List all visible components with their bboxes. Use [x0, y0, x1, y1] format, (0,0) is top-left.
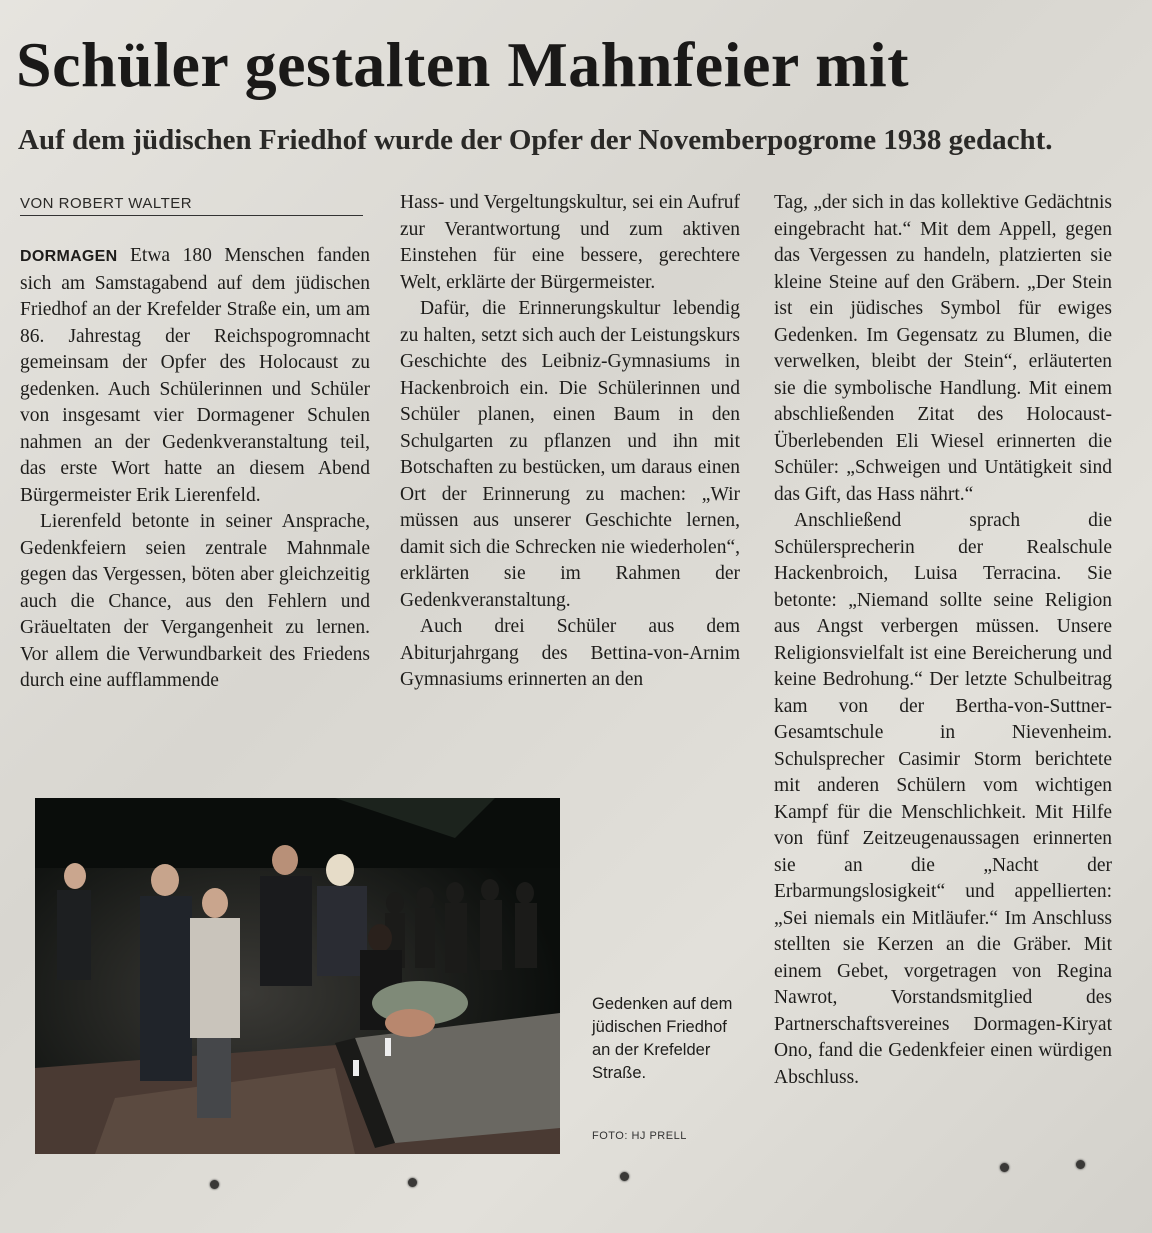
paragraph: Dafür, die Erinnerungskultur lebendig zu halten, setzt sich auch der Leistungskurs Geschichte des Leibniz-Gymnasiums in Hackenbroich ein. Die Schülerinnen und Schüler planen, einen Baum in den Schulgarten zu pflanzen und ihn mit Botschaften zu bestücken, um daraus einen Ort der Erinnerung zu machen: „Wir müssen aus unserer Geschichte lernen, damit sich die Schrecken nie wiederholen“, erklärten sie im Rahmen der Gedenkveranstaltung.	[400, 298, 740, 611]
paragraph-text: Etwa 180 Menschen fanden sich am Samstagabend auf dem jüdischen Friedhof an der Krefelder Straße ein, um am 86. Jahrestag der Reichspogromnacht gemeinsam der Opfer des Holocaust zu gedenken. Auch Schülerinnen und Schüler von insgesamt vier Dormagener Schulen nahmen an der Gedenkveranstaltung teil, das erste Wort hatte an diesem Abend Bürgermeister Erik Lierenfeld.	[20, 245, 371, 506]
paragraph: Tag, „der sich in das kollektive Gedächtnis eingebracht hat.“ Mit dem Appell, gegen das Vergessen zu handeln, platzierten sie kleine Steine auf den Gräbern. „Der Stein ist ein jüdisches Symbol für ewiges Gedenken. Im Gegensatz zu Blumen, die verwelken, bleibt der Stein“, erläuterten sie die symbolische Handlung. Mit einem abschließenden Zitat des Holocaust-Überlebenden Eli Wiesel erinnerten die Schüler: „Schweigen und Untätigkeit sind das Gift, das Hass nährt.“	[774, 192, 1112, 505]
dateline: DORMAGEN	[20, 248, 118, 265]
pushpin-hole	[1076, 1160, 1085, 1169]
paragraph: Auch drei Schüler aus dem Abiturjahrgang des Bettina-von-Arnim Gymnasiums erinnerten an den	[400, 616, 740, 690]
news-photo	[35, 798, 560, 1154]
paragraph: Hass- und Vergeltungskultur, sei ein Aufruf zur Verantwortung und zum aktiven Einstehen für eine bessere, gerechtere Welt, erklärte der Bürgermeister.	[400, 192, 740, 293]
pushpin-hole	[620, 1172, 629, 1181]
article-column-2	[400, 190, 740, 694]
article-column-3	[774, 190, 1112, 1091]
byline: VON ROBERT WALTER	[20, 195, 363, 216]
paragraph: Lierenfeld betonte in seiner Ansprache, Gedenkfeiern seien zentrale Mahnmale gegen das Vergessen, böten aber gleichzeitig auch die Chance, aus den Fehlern und Gräueltaten der Vergangenheit zu lernen. Vor allem die Verwundbarkeit des Friedens durch eine aufflammende	[20, 511, 370, 691]
photo-credit: FOTO: HJ PRELL	[592, 1130, 687, 1142]
pushpin-hole	[210, 1180, 219, 1189]
paragraph: Anschließend sprach die Schülersprecherin der Realschule Hackenbroich, Luisa Terracina. Sie betonte: „Niemand sollte seine Religion aus Angst verbergen müssen. Unsere Religionsvielfalt ist eine Bereicherung und keine Bedrohung.“ Der letzte Schulbeitrag kam von der Bertha-von-Suttner-Gesamtschule in Nievenheim. Schulsprecher Casimir Storm berichtete mit anderen Schülern vom wichtigen Kampf für die Menschlichkeit. Mit Hilfe von fünf Zeitzeugenaussagen erinnerten sie an die „Nacht der Erbarmungslosigkeit“ und appellierten: „Sei niemals ein Mitläufer.“ Im Anschluss stellten sie Kerzen an die Gräber. Mit einem Gebet, vorgetragen von Regina Nawrot, Vorstandsmitglied des Partnerschaftsvereines Dormagen-Kiryat Ono, fand die Gedenkfeier einen würdigen Abschluss.	[774, 510, 1112, 1088]
article-column-1	[20, 243, 370, 695]
subheadline: Auf dem jüdischen Friedhof wurde der Opfer der Novemberpogrome 1938 gedacht.	[18, 124, 1053, 156]
photo-caption: Gedenken auf dem jüdischen Friedhof an der Krefelder Straße.	[592, 995, 733, 1082]
pushpin-hole	[1000, 1163, 1009, 1172]
paragraph	[20, 243, 370, 509]
pushpin-hole	[408, 1178, 417, 1187]
headline: Schüler gestalten Mahnfeier mit	[16, 29, 909, 100]
